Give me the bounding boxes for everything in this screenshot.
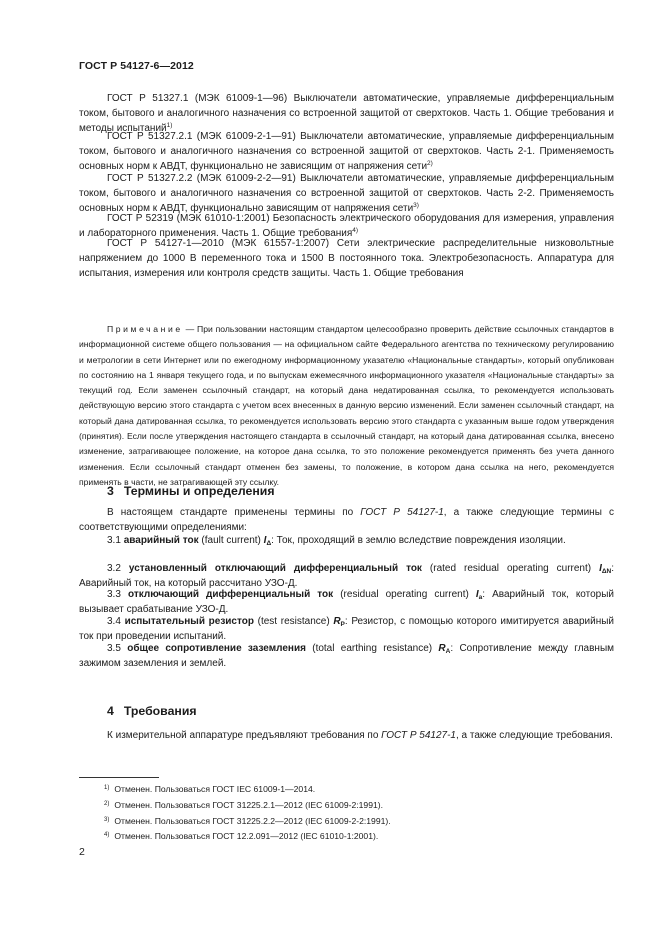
footnote-1: $^{1)}$ Отменен. Пользоваться ГОСТ IEC 61009-1—2014.: [104, 784, 316, 794]
section-3-heading: 3 Термины и определения: [107, 484, 275, 498]
footnote-2: $^{2)}$ Отменен. Пользоваться ГОСТ 31225.2.1—2012 (IEC 61009-2:1991).: [104, 800, 384, 810]
reference-gost-r-51327-1: ГОСТ Р 51327.1 (МЭК 61009-1—96) Выключатели автоматические, управляемые дифференциальным током, бытового и аналогичного назначения со встроенной защитой от сверхтоков. Часть 1. Общие требования и методы испытаний$^{1)}$: [79, 93, 614, 135]
reference-gost-r-54127-1: ГОСТ Р 54127-1—2010 (МЭК 61557-1:2007) Сети электрические распределительные низковольтные напряжением до 1000 В переменного тока и 1500 В постоянного тока. Электробезопасность. Аппаратура для испытания, измерения или контроля средств защиты. Часть 1. Общие требования: [79, 238, 614, 280]
reference-gost-r-52319: ГОСТ Р 52319 (МЭК 61010-1:2001) Безопасность электрического оборудования для измерения, управления и лабораторного применения. Часть 1. Общие требования$^{4)}$: [79, 213, 614, 240]
footnote-3: $^{3)}$ Отменен. Пользоваться ГОСТ 31225.2.2—2012 (IEC 61009-2-2:1991).: [104, 816, 391, 826]
note-paragraph: Примечание — При пользовании настоящим стандартом целесообразно проверить действие ссылочных стандартов в информационной системе общего пользования — на официальном сайте Федерального агентства по техническому регулированию и метрологии в сети Интернет или по ежегодному информационному указателю «Национальные стандарты», который опубликован по состоянию на 1 января текущего года, и по выпускам ежемесячного информационного указателя «Национальные стандарты» за текущий год. Если заменен ссылочный стандарт, на который дана недатированная ссылка, то рекомендуется использовать действующую версию этого стандарта с учетом всех внесенных в данную версию изменений. Если заменен ссылочный стандарт, на который дана датированная ссылка, то рекомендуется использовать версию этого стандарта с указанным выше годом утверждения (принятия). Если после утверждения настоящего стандарта в ссылочный стандарт, на который дана датированная ссылка, внесено изменение, затрагивающее положение, на которое дана ссылка, то это положение рекомендуется применять без учета данного изменения. Если ссылочный стандарт отменен без замены, то положение, в котором дана ссылка на него, рекомендуется применять в части, не затрагивающей эту ссылку.: [79, 324, 614, 487]
term-3-4: 3.4 испытательный резистор (test resistance) $R_P$: Резистор, с помощью которого имитируется аварийный ток при проведении испытаний.: [79, 616, 615, 643]
term-3-5: 3.5 общее сопротивление заземления (total earthing resistance) $R_A$: Сопротивление между главным зажимом заземления и землей.: [79, 643, 615, 670]
section-3-intro: В настоящем стандарте применены термины по ГОСТ Р 54127-1, а также следующие термины с соответствующими определениями:: [79, 507, 614, 534]
term-3-2: 3.2 установленный отключающий дифференциальный ток (rated residual operating current) $I_{\Delta N}$: Аварийный ток, на который рассчитано УЗО-Д.: [79, 563, 615, 590]
note-label: Примечание: [107, 324, 183, 334]
document-header: ГОСТ Р 54127-6—2012: [79, 60, 194, 72]
reference-gost-r-51327-2-1: ГОСТ Р 51327.2.1 (МЭК 61009-2-1—91) Выключатели автоматические, управляемые дифференциальным током, бытового и аналогичного назначения со встроенной защитой от сверхтоков. Часть 2-1. Применяемость основных норм к АВДТ, функционально не зависящим от напряжения сети$^{2)}$: [79, 131, 614, 173]
footnote-separator: [79, 777, 159, 778]
footnote-4: $^{4)}$ Отменен. Пользоваться ГОСТ 12.2.091—2012 (IEC 61010-1:2001).: [104, 831, 379, 841]
term-3-1: 3.1 аварийный ток (fault current) $I_\Delta$: Ток, проходящий в землю вследствие повреждения изоляции.: [107, 535, 566, 547]
section-4-heading: 4 Требования: [107, 704, 197, 718]
reference-gost-r-51327-2-2: ГОСТ Р 51327.2.2 (МЭК 61009-2-2—91) Выключатели автоматические, управляемые дифференциальным током, бытового и аналогичного назначения со встроенной защитой от сверхтоков. Часть 2-2. Применяемость основных норм к АВДТ, функционально зависящим от напряжения сети$^{3)}$: [79, 173, 614, 215]
page-number: 2: [79, 846, 85, 858]
section-4-text: К измерительной аппаратуре предъявляют требования по ГОСТ Р 54127-1, а также следующие требования.: [107, 730, 613, 741]
term-3-3: 3.3 отключающий дифференциальный ток (residual operating current) $I_a$: Аварийный ток, который вызывает срабатывание УЗО-Д.: [79, 589, 615, 616]
